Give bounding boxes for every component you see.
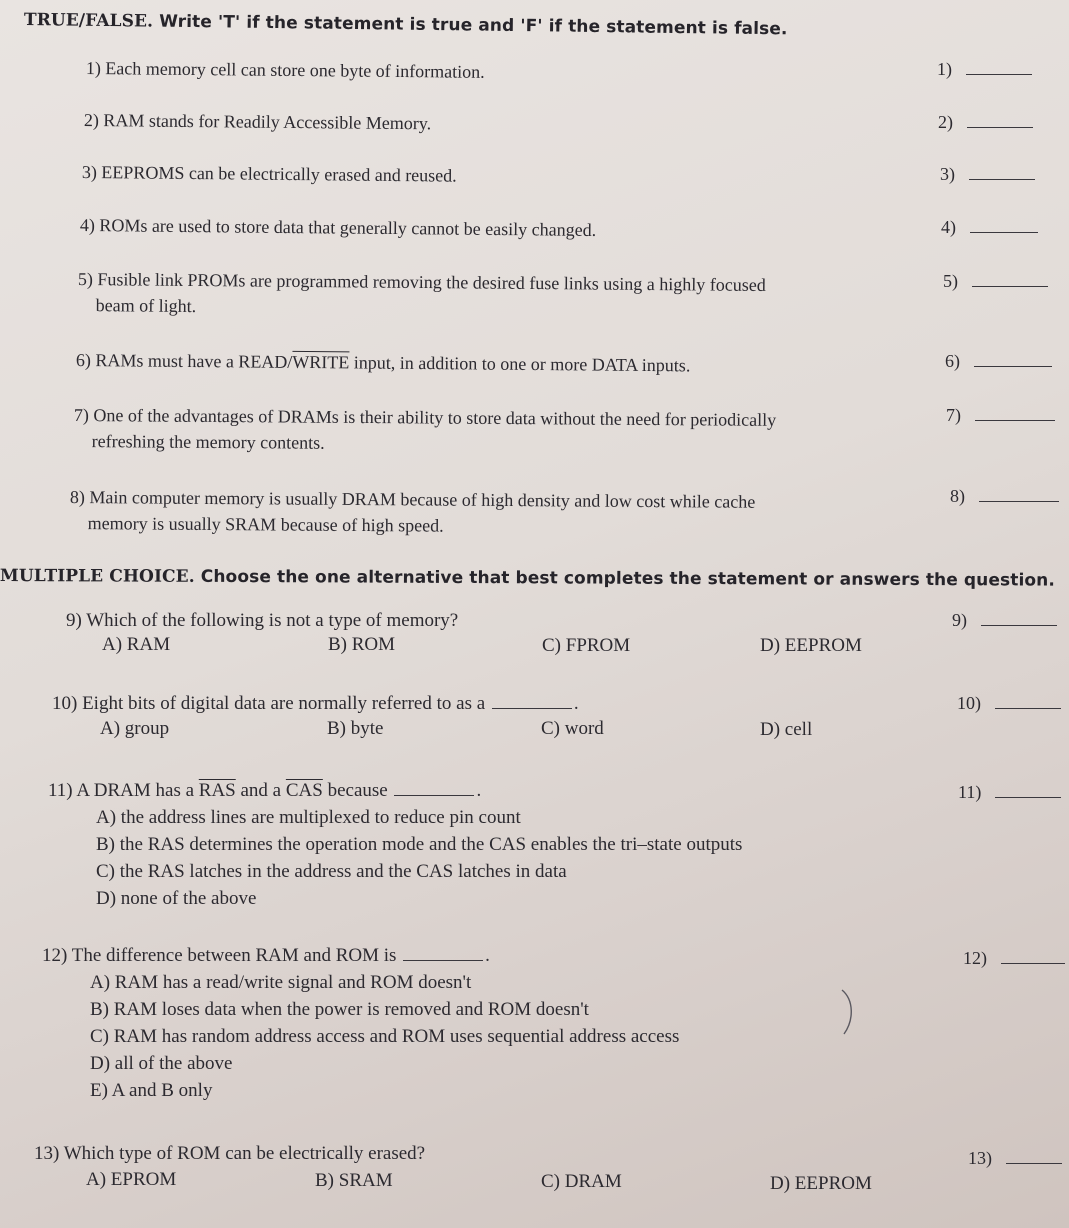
answer-blank[interactable] [979,485,1059,502]
answer-number: 3) [940,164,955,184]
mc-question-12-text: 12) The difference between RAM and ROM is [42,945,397,966]
mc-question-11-text-c: because [322,780,388,801]
option-b[interactable]: B) SRAM [315,1170,393,1191]
option-b[interactable]: B) byte [327,718,384,739]
option-b[interactable]: B) RAM loses data when the power is removed and ROM doesn't [90,999,589,1020]
tf-question-1-text: 1) Each memory cell can store one byte of information. [85,57,485,82]
tf-answer-8[interactable] [950,485,1059,507]
option-c[interactable]: C) FPROM [542,635,631,656]
mc-question-11 [48,778,481,804]
option-a[interactable]: A) the address lines are multiplexed to reduce pin count [96,807,521,828]
tf-question-8 [70,484,756,541]
answer-blank[interactable] [970,216,1038,233]
tf-question-5-text-cont: beam of light. [95,295,197,317]
mc-heading-instructions: Choose the one alternative that best completes the statement or answers the question. [200,566,1055,591]
tf-question-7-text-cont: refreshing the memory contents. [91,431,325,453]
tf-answer-2[interactable] [938,111,1033,133]
answer-number: 5) [943,271,958,291]
pencil-mark [838,988,860,1038]
tf-question-4-text: 4) ROMs are used to store data that generally cannot be easily changed. [79,214,597,240]
tf-question-7 [74,402,777,459]
option-d[interactable]: D) EEPROM [760,635,862,656]
option-a[interactable]: A) RAM [102,634,171,655]
answer-blank[interactable] [981,609,1057,626]
tf-question-3-text: 3) EEPROMS can be electrically erased and reused. [81,161,457,186]
sentence-end: . [573,693,579,714]
answer-number: 9) [952,610,967,630]
mc-question-9 [66,608,458,634]
mc-question-9-text: 9) Which of the following is not a type of memory? [66,610,459,631]
tf-question-1 [86,55,485,85]
write-signal-overline: WRITE [292,351,350,373]
mc-heading [0,566,1055,591]
answer-blank[interactable] [995,692,1061,709]
option-a[interactable]: A) EPROM [86,1169,177,1190]
answer-blank[interactable] [967,111,1033,128]
tf-heading-instructions: Write 'T' if the statement is true and 'F' if the statement is false. [159,11,788,40]
tf-answer-4[interactable] [941,216,1038,238]
option-b[interactable]: B) ROM [328,634,396,655]
answer-number: 12) [963,948,987,968]
answer-blank[interactable] [975,404,1055,421]
tf-answer-1[interactable] [937,58,1032,80]
answer-blank[interactable] [969,163,1035,180]
option-c[interactable]: C) DRAM [541,1171,622,1192]
tf-question-6-text-c: input, in addition to one or more DATA inputs. [349,352,691,376]
option-c[interactable]: C) word [541,718,604,739]
tf-question-2-text: 2) RAM stands for Readily Accessible Memory. [83,109,432,134]
answer-number: 10) [957,693,981,713]
mc-question-13-text: 13) Which type of ROM can be electrically erased? [34,1143,426,1164]
mc-question-12-options [90,969,679,1104]
mc-answer-11[interactable] [958,781,1061,803]
fill-in-blank [403,946,483,961]
answer-number: 1) [937,59,952,79]
tf-answer-5[interactable] [943,270,1048,292]
tf-answer-6[interactable] [945,350,1052,372]
mc-question-13 [34,1141,425,1167]
tf-question-6-text-a: 6) RAMs must have a READ/ [75,349,293,372]
tf-answer-3[interactable] [940,163,1035,185]
option-d[interactable]: D) all of the above [90,1053,233,1074]
tf-heading-lead: TRUE/FALSE. [23,10,154,32]
answer-number: 6) [945,351,960,371]
option-c[interactable]: C) RAM has random address access and ROM uses sequential address access [90,1026,680,1047]
answer-number: 13) [968,1148,992,1168]
mc-question-11-text-a: 11) A DRAM has a [48,780,199,801]
fill-in-blank [394,781,474,796]
tf-question-3 [82,159,457,189]
mc-question-11-options [96,804,742,912]
option-c[interactable]: C) the RAS latches in the address and the CAS latches in data [96,861,567,882]
tf-question-5 [78,266,766,324]
answer-number: 8) [950,486,965,506]
answer-blank[interactable] [974,350,1052,367]
mc-heading-lead: MULTIPLE CHOICE. [0,566,195,587]
sentence-end: . [485,945,490,966]
option-e[interactable]: E) A and B only [90,1080,213,1101]
mc-answer-12[interactable] [963,947,1065,969]
mc-answer-13[interactable] [968,1147,1062,1169]
tf-question-6 [76,347,691,378]
tf-question-7-text: 7) One of the advantages of DRAMs is their ability to store data without the need for periodically [73,404,777,430]
answer-blank[interactable] [972,270,1048,287]
answer-blank[interactable] [966,58,1032,75]
answer-blank[interactable] [1001,947,1065,964]
answer-number: 7) [946,405,961,425]
option-d[interactable]: D) none of the above [96,888,257,909]
answer-number: 2) [938,112,953,132]
answer-number: 4) [941,217,956,237]
tf-question-8-text: 8) Main computer memory is usually DRAM because of high density and low cost while cache [69,486,756,512]
tf-heading [24,10,788,39]
tf-question-5-text: 5) Fusible link PROMs are programmed removing the desired fuse links using a highly focused [77,268,766,296]
mc-answer-10[interactable] [957,692,1061,714]
ras-signal-overline: $\overline{RAS}$ [198,780,236,801]
answer-blank[interactable] [1006,1147,1062,1164]
mc-answer-9[interactable] [952,609,1057,631]
tf-question-4 [80,212,597,243]
mc-question-10-text: 10) Eight bits of digital data are normally referred to as a [52,693,486,714]
sentence-end: . [476,780,482,801]
answer-number: 11) [958,782,982,802]
mc-question-10 [52,691,579,717]
option-a[interactable]: A) RAM has a read/write signal and ROM doesn't [90,972,472,993]
mc-question-11-text-b: and a [235,780,286,801]
mc-question-12 [42,943,490,969]
option-d[interactable]: D) cell [760,719,813,740]
tf-question-2 [84,107,432,136]
option-b[interactable]: B) the RAS determines the operation mode and the CAS enables the tri–state outputs [96,834,743,855]
answer-blank[interactable] [995,781,1061,798]
tf-answer-7[interactable] [946,404,1055,426]
option-d[interactable]: D) EEPROM [770,1173,872,1194]
cas-signal-overline: $\overline{CAS}$ [285,780,323,801]
option-a[interactable]: A) group [100,718,170,739]
tf-question-8-text-cont: memory is usually SRAM because of high speed. [87,513,444,536]
fill-in-blank [492,694,572,709]
